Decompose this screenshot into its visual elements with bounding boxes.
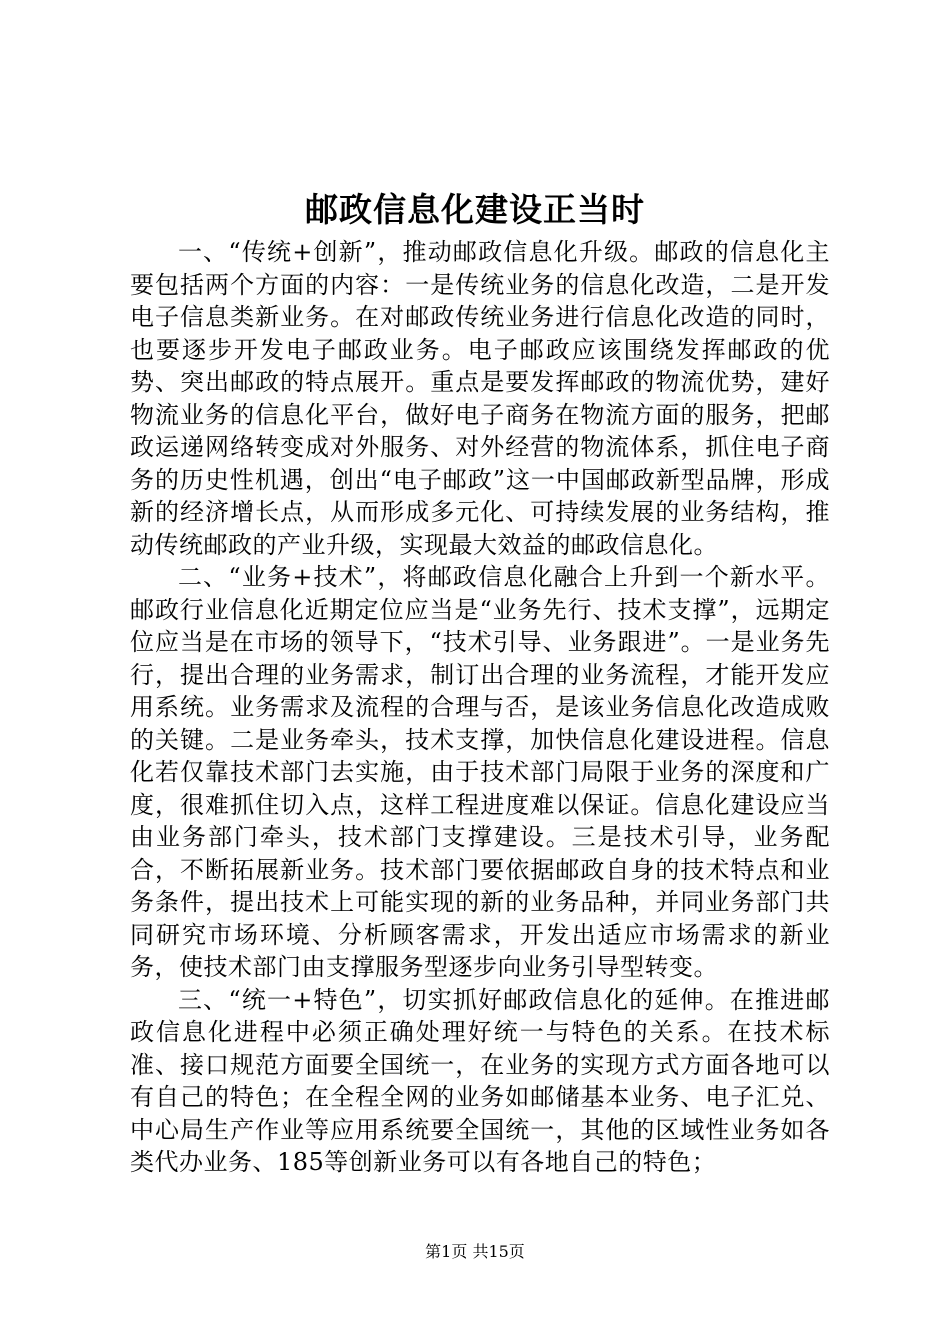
page-footer: 第1页 共15页 [425,1242,525,1261]
document-body [130,236,830,1179]
paragraph-3: 三、“统一+特色”，切实抓好邮政信息化的延伸。在推进邮政信息化进程中必须正确处理好统一与特色的关系。在技术标准、接口规范方面要全国统一，在业务的实现方式方面各地可以有自己的特色；在全程全网的业务如邮储基本业务、电子汇兑、中心局生产作业等应用系统要全国统一，其他的区域性业务如各类代办业务、185等创新业务可以有各地自己的特色； [130,985,830,1176]
paragraph-2: 二、“业务+技术”，将邮政信息化融合上升到一个新水平。邮政行业信息化近期定位应当是“业务先行、技术支撑”，远期定位应当是在市场的领导下，“技术引导、业务跟进”。一是业务先行，提出合理的业务需求，制订出合理的业务流程，才能开发应用系统。业务需求及流程的合理与否，是该业务信息化改造成败的关键。二是业务牵头，技术支撑，加快信息化建设进程。信息化若仅靠技术部门去实施，由于技术部门局限于业务的深度和广度，很难抓住切入点，这样工程进度难以保证。信息化建设应当由业务部门牵头，技术部门支撑建设。三是技术引导，业务配合，不断拓展新业务。技术部门要依据邮政自身的技术特点和业务条件，提出技术上可能实现的新的业务品种，并同业务部门共同研究市场环境、分析顾客需求，开发出适应市场需求的新业务，使技术部门由支撑服务型逐步向业务引导型转变。 [130,563,830,981]
document-title: 邮政信息化建设正当时 [305,190,645,229]
paragraph-1: 一、“传统+创新”，推动邮政信息化升级。邮政的信息化主要包括两个方面的内容：一是传统业务的信息化改造，二是开发电子信息类新业务。在对邮政传统业务进行信息化改造的同时，也要逐步开发电子邮政业务。电子邮政应该围绕发挥邮政的优势、突出邮政的特点展开。重点是要发挥邮政的物流优势，建好物流业务的信息化平台，做好电子商务在物流方面的服务，把邮政运递网络转变成对外服务、对外经营的物流体系，抓住电子商务的历史性机遇，创出“电子邮政”这一中国邮政新型品牌，形成新的经济增长点，从而形成多元化、可持续发展的业务结构，推动传统邮政的产业升级，实现最大效益的邮政信息化。 [130,238,830,559]
